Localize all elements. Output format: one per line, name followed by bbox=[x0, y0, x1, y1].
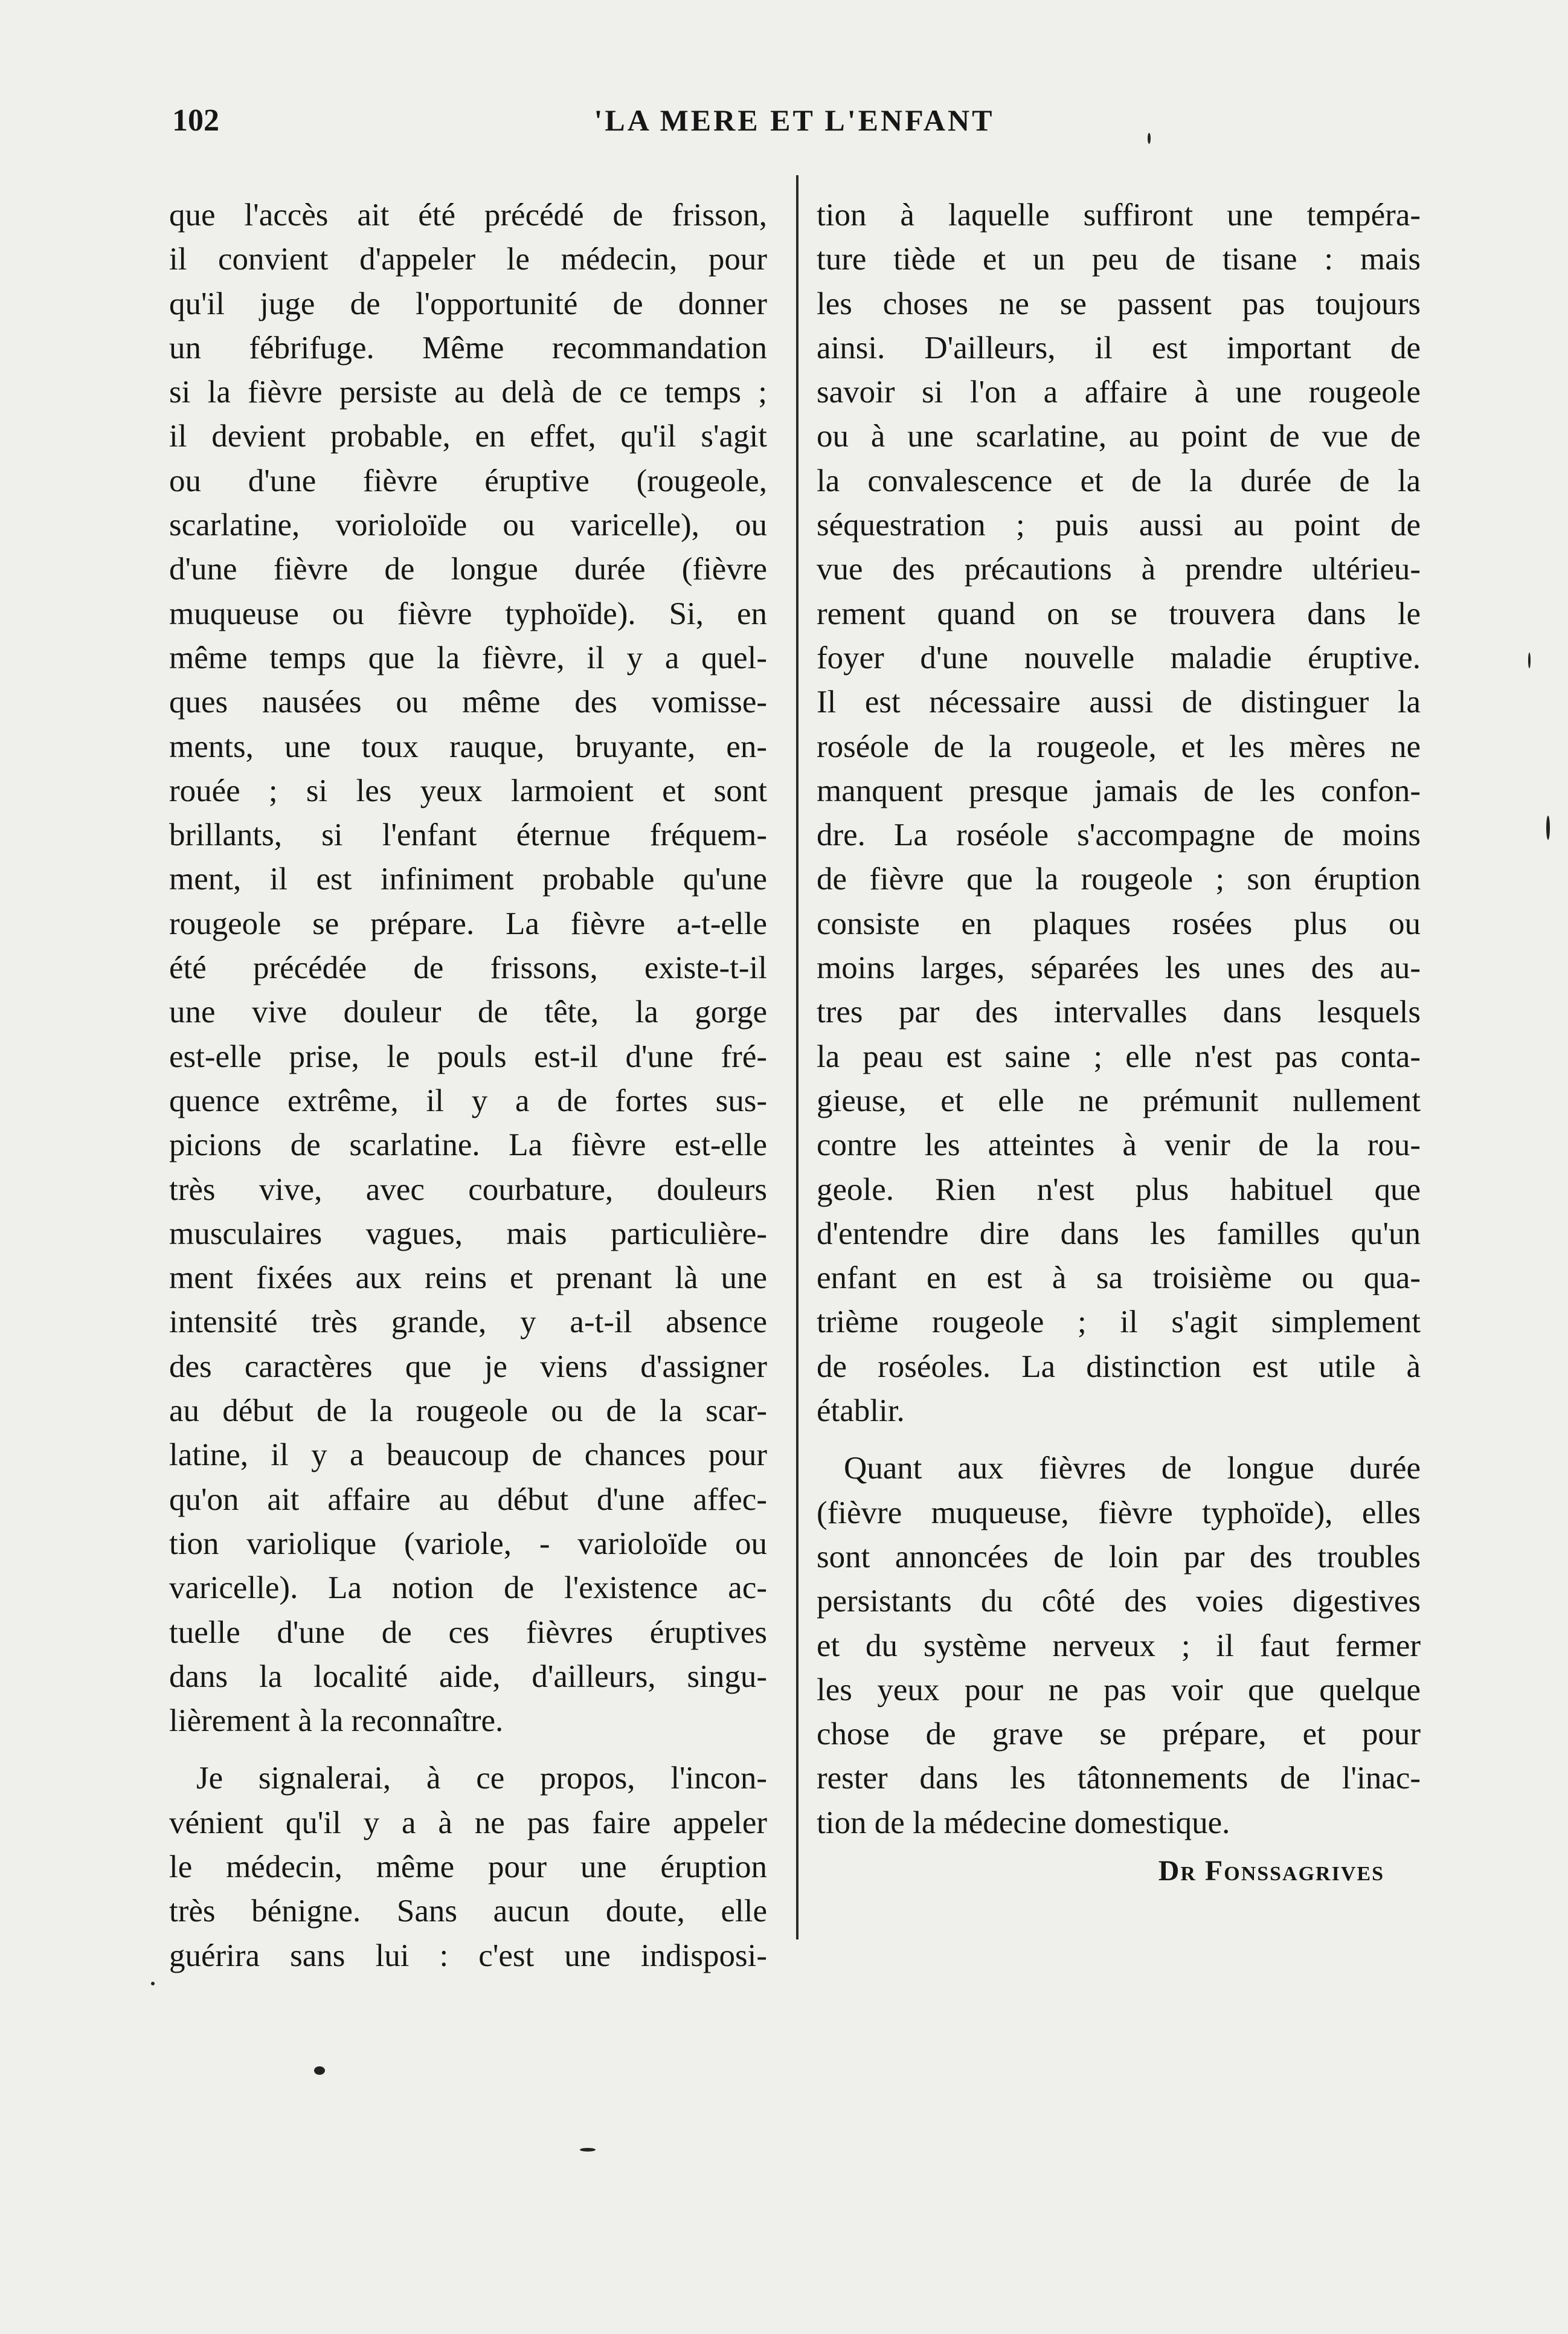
text-line: ture tiède et un peu de tisane : mais bbox=[817, 242, 1421, 277]
text-line: rouée ; si les yeux larmoient et sont bbox=[169, 773, 767, 808]
text-line: que l'accès ait été précédé de frisson, bbox=[169, 198, 767, 233]
text-line: les yeux pour ne pas voir que quelque bbox=[817, 1672, 1421, 1707]
text-line: ments, une toux rauque, bruyante, en- bbox=[169, 729, 767, 764]
text-line: d'une fièvre de longue durée (fièvre bbox=[169, 552, 767, 587]
text-line: très vive, avec courbature, douleurs bbox=[169, 1172, 767, 1207]
text-line: tion variolique (variole, - varioloïde ou bbox=[169, 1526, 767, 1561]
text-line: intensité très grande, y a-t-il absence bbox=[169, 1304, 767, 1340]
text-line: musculaires vagues, mais particulière- bbox=[169, 1216, 767, 1251]
text-line: lièrement à la reconnaître. bbox=[169, 1703, 504, 1739]
text-line: même temps que la fièvre, il y a quel- bbox=[169, 640, 767, 675]
text-line: roséole de la rougeole, et les mères ne bbox=[817, 729, 1421, 764]
text-line: persistants du côté des voies digestives bbox=[817, 1584, 1421, 1619]
text-line: de roséoles. La distinction est utile à bbox=[817, 1349, 1421, 1384]
right-paragraph-2 bbox=[817, 1446, 1421, 1845]
text-line: brillants, si l'enfant éternue fréquem- bbox=[169, 817, 767, 853]
ink-speck bbox=[1546, 816, 1550, 840]
text-line: vénient qu'il y a à ne pas faire appeler bbox=[169, 1805, 767, 1840]
left-paragraph-2 bbox=[169, 1756, 767, 1978]
text-line: enfant en est à sa troisième ou qua- bbox=[817, 1260, 1421, 1296]
text-line: muqueuse ou fièvre typhoïde). Si, en bbox=[169, 596, 767, 631]
text-line: ment fixées aux reins et prenant là une bbox=[169, 1260, 767, 1296]
text-line: contre les atteintes à venir de la rou- bbox=[817, 1127, 1421, 1163]
text-line: rougeole se prépare. La fièvre a-t-elle bbox=[169, 906, 767, 941]
ink-speck bbox=[580, 2148, 596, 2152]
text-line: il devient probable, en effet, qu'il s'agit bbox=[169, 419, 767, 454]
text-line: Je signalerai, à ce propos, l'incon- bbox=[196, 1761, 767, 1796]
text-line: geole. Rien n'est plus habituel que bbox=[817, 1172, 1421, 1207]
text-line: qu'il juge de l'opportunité de donner bbox=[169, 286, 767, 321]
text-line: des caractères que je viens d'assigner bbox=[169, 1349, 767, 1384]
text-line: gieuse, et elle ne prémunit nullement bbox=[817, 1083, 1421, 1118]
text-line: qu'on ait affaire au début d'une affec- bbox=[169, 1481, 767, 1517]
text-line: été précédée de frissons, existe-t-il bbox=[169, 950, 767, 986]
text-line: le médecin, même pour une éruption bbox=[169, 1849, 767, 1884]
left-paragraph-1 bbox=[169, 193, 767, 1743]
text-line: les choses ne se passent pas toujours bbox=[817, 286, 1421, 321]
text-line: guérira sans lui : c'est une indisposi- bbox=[169, 1938, 767, 1973]
ink-speck bbox=[1528, 653, 1531, 668]
text-line: un fébrifuge. Même recommandation bbox=[169, 330, 767, 366]
text-line: la peau est saine ; elle n'est pas conta- bbox=[817, 1039, 1421, 1074]
text-line: si la fièvre persiste au delà de ce temps ; bbox=[169, 375, 767, 410]
text-line: au début de la rougeole ou de la scar- bbox=[169, 1393, 767, 1429]
text-line: tion de la médecine domestique. bbox=[817, 1805, 1230, 1840]
text-line: manquent presque jamais de les confon- bbox=[817, 773, 1421, 808]
right-paragraph-1 bbox=[817, 193, 1421, 1433]
text-line: d'entendre dire dans les familles qu'un bbox=[817, 1216, 1421, 1251]
text-line: Quant aux fièvres de longue durée bbox=[844, 1451, 1421, 1486]
text-line: scarlatine, vorioloïde ou varicelle), ou bbox=[169, 508, 767, 543]
text-line: chose de grave se prépare, et pour bbox=[817, 1717, 1421, 1752]
text-line: Il est nécessaire aussi de distinguer la bbox=[817, 685, 1421, 720]
page-header bbox=[172, 103, 1416, 151]
text-line: établir. bbox=[817, 1393, 905, 1429]
text-line: picions de scarlatine. La fièvre est-elle bbox=[169, 1127, 767, 1163]
text-line: foyer d'une nouvelle maladie éruptive. bbox=[817, 640, 1421, 675]
text-line: séquestration ; puis aussi au point de bbox=[817, 508, 1421, 543]
column-divider bbox=[796, 175, 798, 1939]
text-line: tres par des intervalles dans lesquels bbox=[817, 995, 1421, 1030]
paragraph-gap bbox=[817, 1433, 1421, 1446]
text-line: ques nausées ou même des vomisse- bbox=[169, 685, 767, 720]
text-line: savoir si l'on a affaire à une rougeole bbox=[817, 375, 1421, 410]
text-line: ou à une scarlatine, au point de vue de bbox=[817, 419, 1421, 454]
text-line: ment, il est infiniment probable qu'une bbox=[169, 862, 767, 897]
text-line: moins larges, séparées les unes des au- bbox=[817, 950, 1421, 986]
paragraph-gap bbox=[169, 1743, 767, 1756]
text-line: latine, il y a beaucoup de chances pour bbox=[169, 1437, 767, 1473]
text-line: vue des précautions à prendre ultérieu- bbox=[817, 552, 1421, 587]
text-line: très bénigne. Sans aucun doute, elle bbox=[169, 1894, 767, 1929]
text-line: ou d'une fièvre éruptive (rougeole, bbox=[169, 463, 767, 498]
text-line: varicelle). La notion de l'existence ac- bbox=[169, 1570, 767, 1606]
text-line: il convient d'appeler le médecin, pour bbox=[169, 242, 767, 277]
text-line: consiste en plaques rosées plus ou bbox=[817, 906, 1421, 941]
text-line: (fièvre muqueuse, fièvre typhoïde), elles bbox=[817, 1495, 1421, 1530]
left-column bbox=[169, 193, 767, 1978]
ink-speck bbox=[314, 2066, 325, 2075]
text-line: la convalescence et de la durée de la bbox=[817, 463, 1421, 498]
author-signature: Dr Fonssagrives bbox=[1158, 1854, 1384, 1887]
text-line: et du système nerveux ; il faut fermer bbox=[817, 1628, 1421, 1663]
text-line: sont annoncées de loin par des troubles bbox=[817, 1539, 1421, 1575]
text-line: ainsi. D'ailleurs, il est important de bbox=[817, 330, 1421, 366]
text-line: dre. La roséole s'accompagne de moins bbox=[817, 817, 1421, 853]
text-line: rement quand on se trouvera dans le bbox=[817, 596, 1421, 631]
ink-speck bbox=[1148, 133, 1151, 144]
text-line: quence extrême, il y a de fortes sus- bbox=[169, 1083, 767, 1118]
text-line: trième rougeole ; il s'agit simplement bbox=[817, 1304, 1421, 1340]
text-line: est-elle prise, le pouls est-il d'une fré- bbox=[169, 1039, 767, 1074]
text-line: une vive douleur de tête, la gorge bbox=[169, 995, 767, 1030]
text-line: de fièvre que la rougeole ; son éruption bbox=[817, 862, 1421, 897]
text-line: rester dans les tâtonnements de l'inac- bbox=[817, 1761, 1421, 1796]
running-title: 'LA MERE ET L'ENFANT bbox=[594, 103, 995, 137]
page-number: 102 bbox=[172, 103, 219, 138]
text-line: dans la localité aide, d'ailleurs, singu- bbox=[169, 1659, 767, 1694]
ink-speck bbox=[151, 1982, 155, 1985]
right-column bbox=[817, 193, 1421, 1893]
text-line: tuelle d'une de ces fièvres éruptives bbox=[169, 1614, 767, 1650]
text-line: tion à laquelle suffiront une tempéra- bbox=[817, 198, 1421, 233]
